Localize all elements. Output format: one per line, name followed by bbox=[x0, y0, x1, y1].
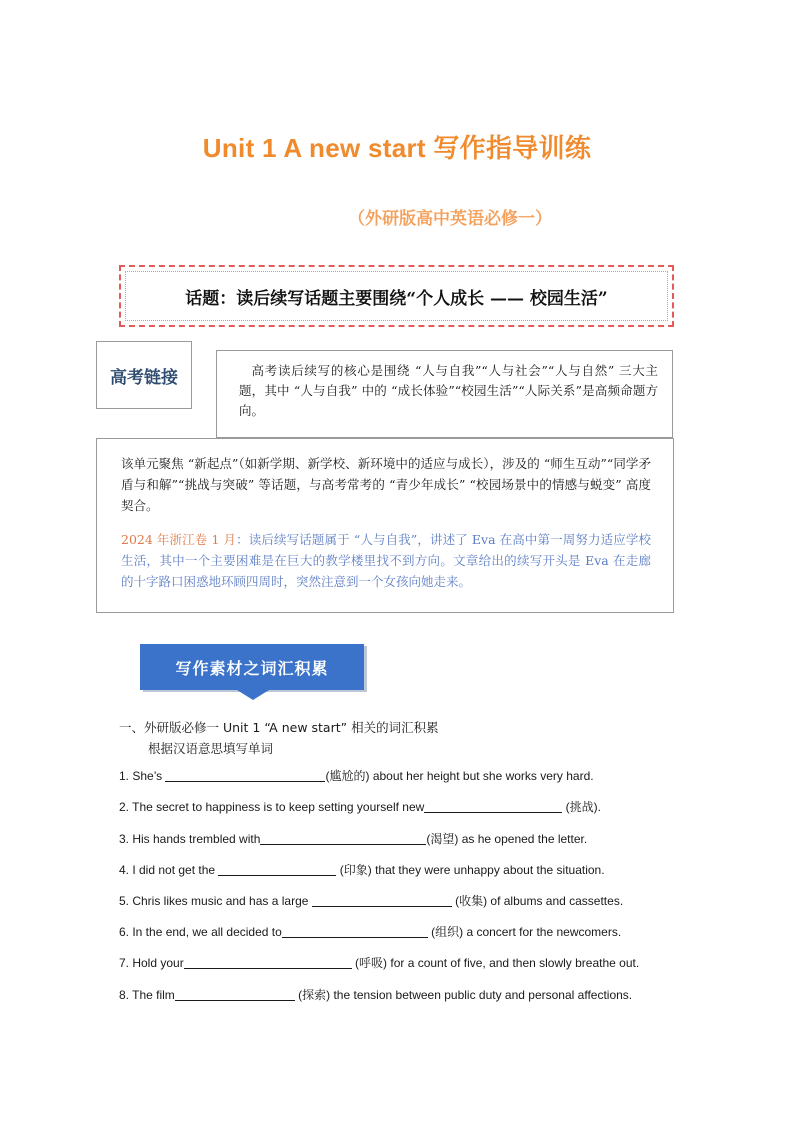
exercise-2: 2. The secret to happiness is to keep setting yourself new (挑战). bbox=[119, 800, 601, 814]
exercise-5: 5. Chris likes music and has a large (收集) of albums and cassettes. bbox=[119, 894, 624, 908]
exam-year: 2024 年浙江卷 1 月 bbox=[121, 532, 237, 547]
gaokao-link-content: 高考读后续写的核心是围绕 “人与自我”“人与社会”“人与自然” 三大主题，其中 “人与自我” 中的 “成长体验”“校园生活”“人际关系”是高频命题方向。 bbox=[216, 350, 673, 438]
answer-blank[interactable] bbox=[312, 893, 452, 907]
answer-blank[interactable] bbox=[165, 768, 325, 782]
answer-blank[interactable] bbox=[175, 987, 295, 1001]
analysis-paragraph-1: 该单元聚焦 “新起点”（如新学期、新学校、新环境中的适应与成长），涉及的 “师生互动”“同学矛盾与和解”“挑战与突破” 等话题，与高考常考的 “青少年成长” “校园场景中的情感与蜕变” 高度契合。 bbox=[121, 456, 651, 513]
gaokao-link-label: 高考链接 bbox=[96, 341, 192, 409]
answer-blank[interactable] bbox=[424, 799, 562, 813]
topic-box bbox=[119, 265, 674, 327]
answer-blank[interactable] bbox=[184, 955, 352, 969]
exercise-3: 3. His hands trembled with (渴望) as he opened the letter. bbox=[119, 832, 588, 846]
badge-arrow-icon bbox=[237, 690, 269, 700]
answer-blank[interactable] bbox=[260, 831, 426, 845]
exercise-1: 1. She’s (尴尬的) about her height but she works very hard. bbox=[119, 769, 594, 783]
exercise-8: 8. The film (探索) the tension between public duty and personal affections. bbox=[119, 988, 633, 1002]
page-subtitle: （外研版高中英语必修一） bbox=[348, 209, 552, 229]
analysis-box bbox=[96, 438, 674, 613]
vocab-instruction: 根据汉语意思填写单词 bbox=[148, 741, 274, 756]
analysis-paragraph-2 bbox=[121, 529, 651, 592]
exam-description: ：读后续写话题属于 “人与自我”，讲述了 Eva 在高中第一周努力适应学校生活，其中一个主要困难是在巨大的教学楼里找不到方向。文章给出的续写开头是 Eva 在走廊的十字路口困惑地环顾四周时，突然注意到一个女孩向她走来。 bbox=[121, 532, 651, 589]
section-badge: 写作素材之词汇积累 bbox=[140, 644, 364, 690]
exercise-4: 4. I did not get the (印象) that they were unhappy about the situation. bbox=[119, 863, 605, 877]
exercise-6: 6. In the end, we all decided to (组织) a concert for the newcomers. bbox=[119, 925, 622, 939]
exercise-7: 7. Hold your (呼吸) for a count of five, and then slowly breathe out. bbox=[119, 956, 640, 970]
topic-text: 话题：读后续写话题主要围绕“个人成长 —— 校园生活” bbox=[185, 288, 608, 309]
answer-blank[interactable] bbox=[218, 862, 336, 876]
answer-blank[interactable] bbox=[282, 924, 428, 938]
vocab-section-heading: 一、外研版必修一 Unit 1 “A new start” 相关的词汇积累 bbox=[119, 720, 439, 735]
page-title: Unit 1 A new start 写作指导训练 bbox=[202, 133, 592, 163]
